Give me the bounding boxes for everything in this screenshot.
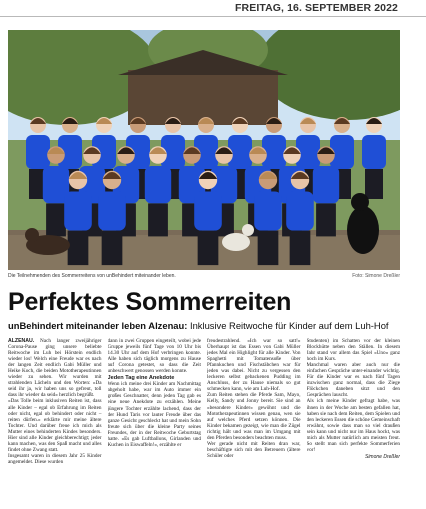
paragraph-text: Nach langer zweijähriger Corona-Pause ging unsere beliebte Reitwoche im Luh bei Hörstein endlich wieder los! Welch eine Freude war es nach der langen Zeit endlich Gabi Müller und Heike Koch, die beiden Mototherapeutinnen wieder zu sehen. Wir wurden mit strahlenden Lächeln und den Worten: «Da seid ihr ja, wir haben uns so gefreut, toll dass ihr wieder da seid» herzlich begrüßt. bbox=[8, 338, 102, 399]
person-shirt bbox=[64, 192, 92, 231]
person-shirt bbox=[362, 135, 386, 169]
article-body bbox=[8, 338, 400, 506]
issue-date: FREITAG, 16. SEPTEMBER 2022 bbox=[235, 2, 398, 14]
paragraph: Wenn ich meine drei Kinder am Nachmittag abgeholt habe, war im Auto immer ein großes Geschnatter, denn jeden Tag gab es eine neue Anekdote zu erzählen. Meine jüngere Tochter erzählte lachend, dass der der Hund Taris vor lauter Freude über das ganze Gesicht geschleckt hat und mein Sohn freute sich über die kleine Party seines Freundes, der in der Reitwoche Geburtstag hatte. «Es gab Luftballons, Girlanden und Kuchen in Eiswaffeln!», erzählte er bbox=[107, 381, 201, 448]
body-column-2 bbox=[108, 338, 202, 506]
person-legs bbox=[290, 231, 311, 266]
subheadline-bold: unBehindert miteinander leben Alzenau: bbox=[8, 320, 188, 331]
paragraph: Insgesamt waren in diesem Jahr 25 Kinder angemeldet. Diese wurden bbox=[8, 452, 102, 465]
person-shirt bbox=[26, 135, 50, 169]
group-photo bbox=[8, 30, 400, 270]
paragraph: Zum Reiten stehen die Pferde Sam, Mayo, Kelly, Sandy und Jonny bereit. Sie sind an «besondere Kinder» gewöhnt und die Mototherapeutinnen wissen genau, wen sie auf welches Pferd setzen können. Die Kinder bekamen gezeigt, wie man die Zügel richtig hält und was man im Umgang mit den Pferden besonders beachten muss. bbox=[207, 392, 301, 441]
article-subheadline bbox=[8, 320, 400, 331]
location-tag: ALZENAU. bbox=[8, 338, 35, 344]
person-shirt bbox=[194, 192, 222, 231]
person-legs bbox=[258, 231, 279, 266]
person-shirt bbox=[254, 192, 282, 231]
person-legs bbox=[46, 203, 66, 236]
paragraph: dann in zwei Gruppen eingeteilt, wobei jede Gruppe jeweils fünf Tage von 10 Uhr bis 14.30 Uhr auf dem Hof verbringen konnte. Alle haben sich täglich morgens zu Hause auf Corona getestet, so dass die Zeit unbeschwert genossen werden konnte. bbox=[107, 338, 201, 375]
paragraph bbox=[8, 338, 102, 398]
person-legs bbox=[68, 231, 89, 266]
subheadline-rest: Inklusive Reitwoche für Kinder auf dem Luh-Hof bbox=[187, 320, 389, 331]
paragraph: «Das Tolle beim inklusiven Reiten ist, dass alle Kinder – egal ob Erfahrung im Reiten oder nicht, egal ob behindert oder nicht – reiten dürfen.» erklärte mir meine ältere Tochter. Und darüber freue ich mich als Mutter eines behinderten Kindes besonders. Hier sind alle Kinder gleichberechtigt; jeder kann machen, was den Spaß macht und alles findet ohne Zwang statt. bbox=[8, 398, 102, 453]
person-legs bbox=[148, 203, 168, 236]
paragraph: freudestrahlend. «Ich war so satt!» Überhaupt ist das Essen von Gabi Müller jedes Mal ein Highlight für alle Kinder. Von Spaghetti mit Tomatensoße über Pfannkuchen und Fischstäbchen war für jeden was dabei. Nicht zu vergessen den leckeren selbst gebackenen Pudding im Anschluss, der zu Hause niemals so gut schmecken kann, wie am Luh-Hof. bbox=[207, 338, 301, 393]
person-shirt bbox=[286, 192, 314, 231]
person-shirt bbox=[313, 166, 339, 203]
paragraph: Wer gerade nicht mit Reiten dran war, beschäftigte sich mit den Betreuern (ältere Schüler oder bbox=[207, 440, 301, 459]
body-column-4 bbox=[307, 338, 401, 506]
person-shirt bbox=[145, 166, 171, 203]
section-subheading: Jeden Tag eine Anekdote bbox=[107, 375, 175, 382]
paragraph: Studenten) im Schatten vor der kleinen Blockhütte neben den Ställen. In diesem Jahr stand vor allem das Spiel «Uno» ganz hoch im Kurs. bbox=[306, 338, 400, 363]
body-column-1 bbox=[8, 338, 102, 506]
person-shirt bbox=[98, 192, 126, 231]
article-headline: Perfektes Sommerreiten bbox=[8, 288, 292, 316]
body-column-3 bbox=[207, 338, 301, 506]
photo-caption-row bbox=[8, 272, 400, 282]
paragraph: Manchmal waren aber auch nur die einfachen Gespräche unter-einander wichtig. Für die Kinder war es nach fünf Tagen inzwischen ganz normal, dass die Ziege Flöckchen daneben sitzt und den Gesprächen lauscht. bbox=[306, 362, 400, 399]
person-legs bbox=[365, 169, 383, 199]
article-author: Simone Dreßler bbox=[364, 453, 400, 460]
person-legs bbox=[102, 231, 123, 266]
paragraph: Als ich meine Kinder gefragt habe, was ihnen in der Woche am besten gefallen hat, haben sie nach dem Reiten, dem Spielen und den leckeren Essen die schöne Gemeinschaft erwähnt, sowie dass man so viel draußen sein kann und nicht nur im Haus hockt, was mich als Mutter natürlich am meisten freut. So stellt man sich perfekte Sommerferien vor! bbox=[306, 398, 400, 453]
person-legs bbox=[316, 203, 336, 236]
photo-credit: Foto: Simone Dreßler bbox=[352, 273, 400, 279]
header-divider bbox=[0, 16, 426, 17]
page-dateline bbox=[0, 0, 426, 22]
photo-caption: Die Teilnehmenden des Sommerreitens von unBehindert miteinander leben. bbox=[8, 273, 176, 279]
person-legs bbox=[198, 231, 219, 266]
